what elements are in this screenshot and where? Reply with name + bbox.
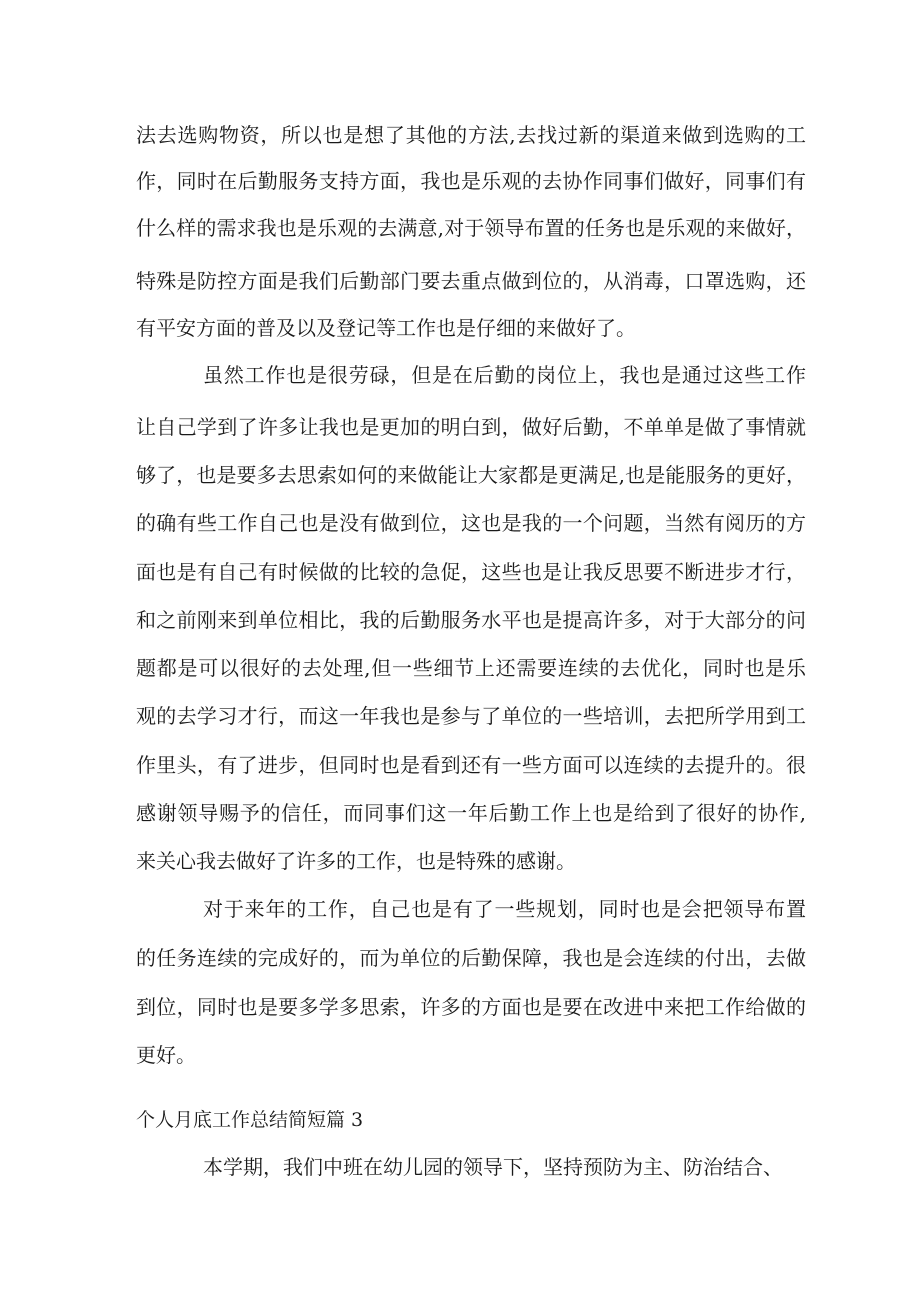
paragraph-2-line-3: 够了，也是要多去思索如何的来做能让大家都是更满足,也是能服务的更好， [136,463,806,487]
paragraph-4-line-1: 本学期，我们中班在幼儿园的领导下，坚持预防为主、防治结合、 [203,1155,783,1179]
paragraph-1-line-1: 法去选购物资，所以也是想了其他的方法,去找过新的渠道来做到选购的工 [136,123,806,147]
paragraph-2-line-8: 观的去学习才行，而这一年我也是参与了单位的一些培训，去把所学用到工 [136,704,806,728]
paragraph-3-line-3: 到位，同时也是要多学多思索，许多的方面也是要在改进中来把工作给做的 [136,995,806,1019]
paragraph-2-line-7: 题都是可以很好的去处理,但一些细节上还需要连续的去优化，同时也是乐 [136,656,806,680]
paragraph-2-line-10: 感谢领导赐予的信任，而同事们这一年后勤工作上也是给到了很好的协作, [136,801,806,825]
paragraph-2-line-6: 和之前刚来到单位相比，我的后勤服务水平也是提高许多，对于大部分的问 [136,608,806,632]
paragraph-2-line-11: 来关心我去做好了许多的工作，也是特殊的感谢。 [136,849,576,873]
paragraph-2-line-4: 的确有些工作自己也是没有做到位，这也是我的一个问题，当然有阅历的方 [136,511,806,535]
section-heading: 个人月底工作总结简短篇 3 [136,1109,364,1131]
paragraph-3-line-4: 更好。 [136,1043,196,1067]
paragraph-3-line-2: 的任务连续的完成好的，而为单位的后勤保障，我也是会连续的付出，去做 [136,946,806,970]
paragraph-1-line-2: 作，同时在后勤服务支持方面，我也是乐观的去协作同事们做好，同事们有 [136,169,806,193]
paragraph-1-line-5: 有平安方面的普及以及登记等工作也是仔细的来做好了。 [136,316,636,340]
paragraph-1-line-4: 特殊是防控方面是我们后勤部门要去重点做到位的，从消毒，口罩选购，还 [136,269,806,293]
paragraph-3-line-1: 对于来年的工作，自己也是有了一些规划，同时也是会把领导布置 [203,897,806,921]
paragraph-2-line-1: 虽然工作也是很劳碌，但是在后勤的岗位上，我也是通过这些工作 [203,363,806,387]
paragraph-2-line-5: 面也是有自己有时候做的比较的急促，这些也是让我反思要不断进步才行， [136,560,806,584]
paragraph-2-line-2: 让自己学到了许多让我也是更加的明白到，做好后勤，不单单是做了事情就 [136,415,806,439]
paragraph-2-line-9: 作里头，有了进步，但同时也是看到还有一些方面可以连续的去提升的。很 [136,753,806,777]
paragraph-1-line-3: 什么样的需求我也是乐观的去满意,对于领导布置的任务也是乐观的来做好， [136,216,806,240]
